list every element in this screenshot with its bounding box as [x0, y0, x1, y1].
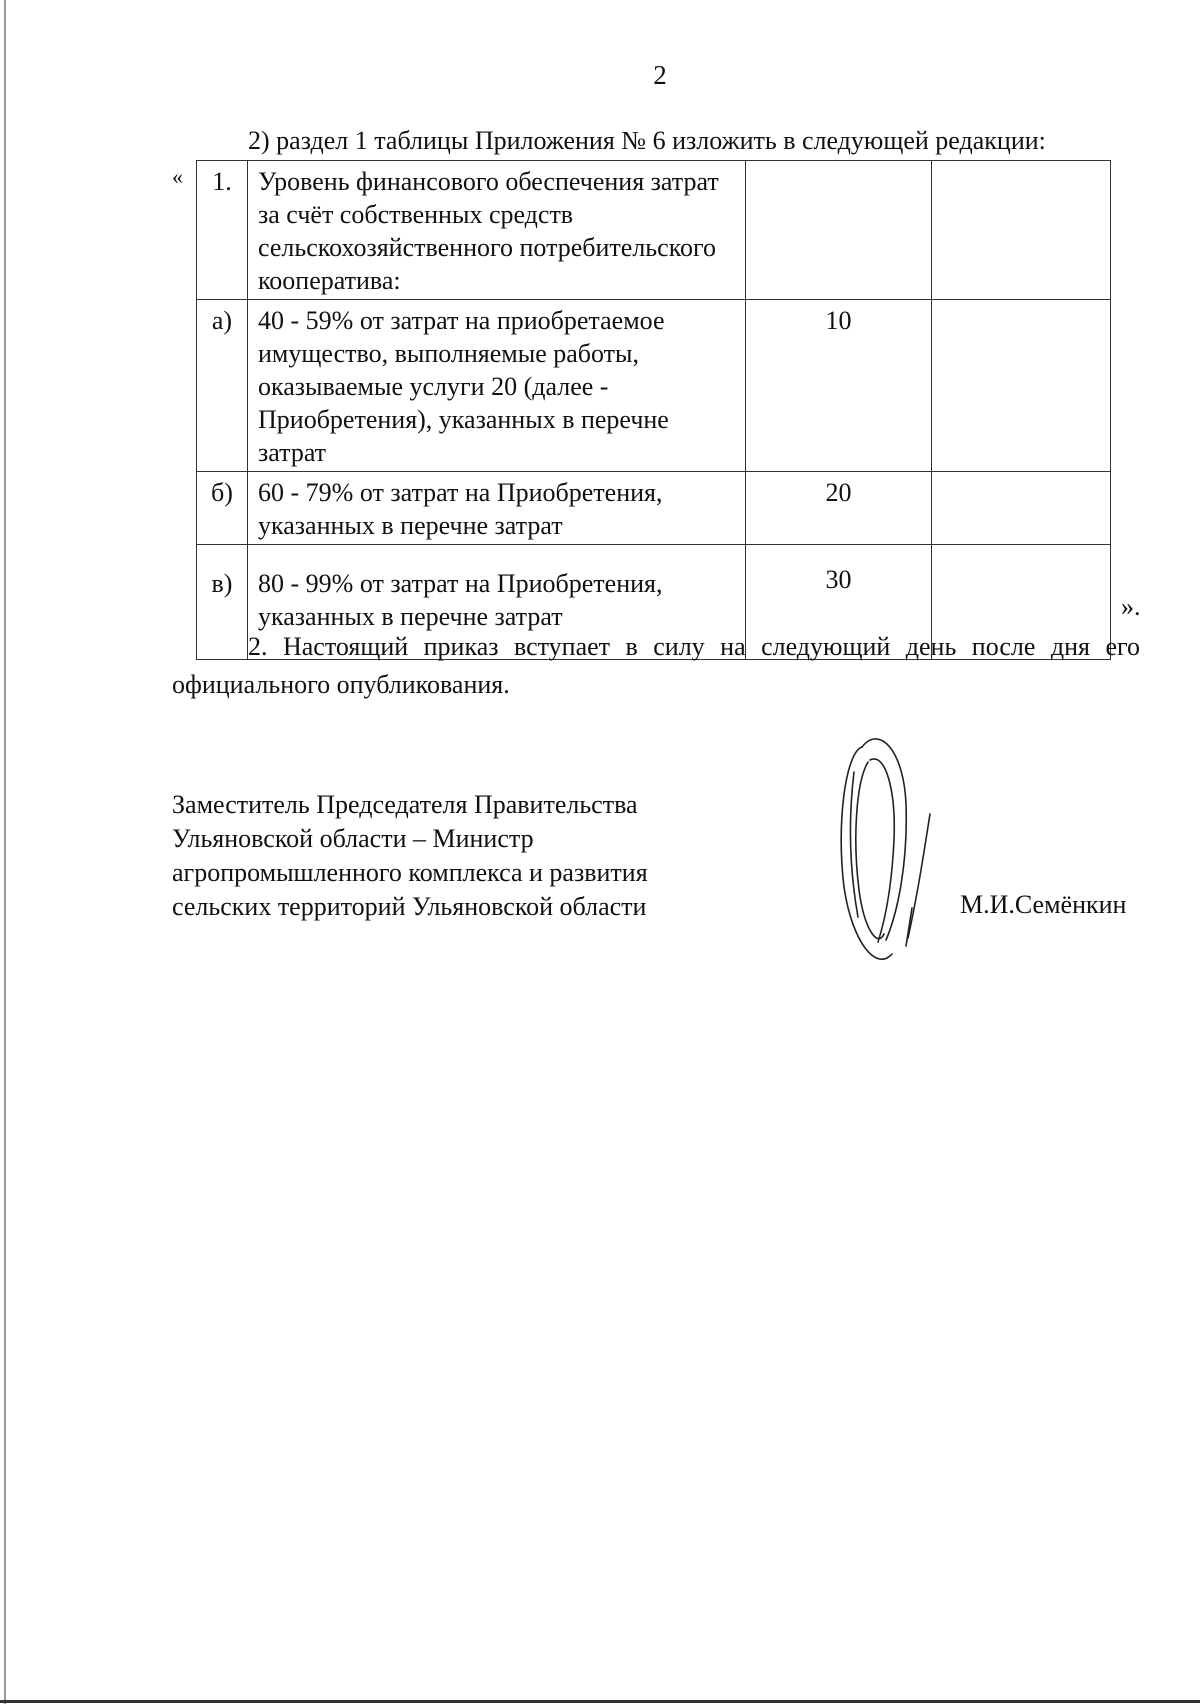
amendment-intro: 2) раздел 1 таблицы Приложения № 6 изложить в следующей редакции:: [248, 126, 1046, 155]
effective-date-paragraph: 2. Настоящий приказ вступает в силу на следующий день после дня его официального опубликования.: [172, 632, 1140, 699]
table-row: [197, 161, 1111, 300]
row-number: а): [197, 300, 248, 472]
table-row: [197, 472, 1111, 545]
row-extra: [932, 472, 1111, 545]
row-number: б): [197, 472, 248, 545]
row-score: [746, 161, 932, 300]
row-score: 20: [746, 472, 932, 545]
row-description: Уровень финансового обеспечения затрат за счёт собственных средств сельскохозяйственного потребительского кооператива:: [248, 161, 746, 300]
signer-position: Заместитель Председателя Правительства Ульяновской области – Министр агропромышленного комплекса и развития сельских территорий Ульяновской области: [172, 790, 648, 921]
scan-bottom-edge: [0, 1700, 1200, 1703]
row-extra: [932, 161, 1111, 300]
opening-quote: «: [172, 164, 183, 189]
page-number: 2: [653, 60, 667, 90]
row-description: 80 - 99% от затрат на Приобретения, указанных в перечне затрат: [248, 545, 746, 660]
row-description: 40 - 59% от затрат на приобретаемое имущество, выполняемые работы, оказываемые услуги 20 (далее - Приобретения), указанных в перечне затрат: [248, 300, 746, 472]
row-number: 1.: [197, 161, 248, 300]
row-description: 60 - 79% от затрат на Приобретения, указанных в перечне затрат: [248, 472, 746, 545]
signer-name: М.И.Семёнкин: [960, 890, 1127, 919]
appendix-table: [196, 160, 1111, 660]
row-score: 30: [746, 545, 932, 660]
row-extra: [932, 300, 1111, 472]
row-score: 10: [746, 300, 932, 472]
row-number: в): [197, 545, 248, 660]
scan-left-edge: [4, 0, 6, 1704]
handwritten-signature: [820, 712, 940, 972]
closing-quote: ».: [1121, 592, 1141, 621]
table-row: [197, 300, 1111, 472]
